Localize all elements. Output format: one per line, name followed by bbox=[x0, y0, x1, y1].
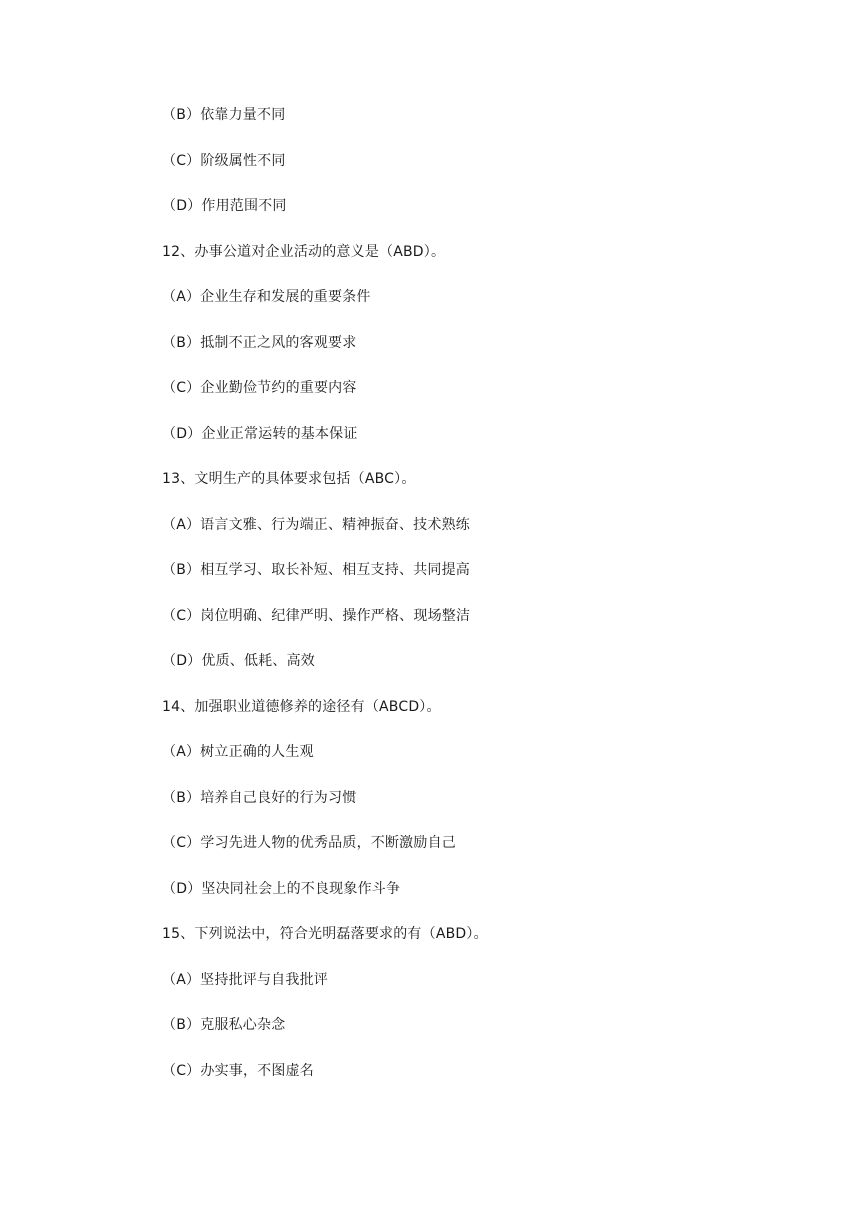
question-12: 12、办事公道对企业活动的意义是（ABD）。 bbox=[162, 244, 446, 260]
option-c-q13: （C）岗位明确、纪律严明、操作严格、现场整洁 bbox=[162, 608, 471, 624]
option-a-q15: （A）坚持批评与自我批评 bbox=[162, 972, 328, 988]
option-a-q13: （A）语言文雅、行为端正、精神振奋、技术熟练 bbox=[162, 517, 470, 533]
option-a-q12: （A）企业生存和发展的重要条件 bbox=[162, 289, 371, 305]
option-b-q11: （B）依靠力量不同 bbox=[162, 107, 286, 123]
option-b-q12: （B）抵制不正之风的客观要求 bbox=[162, 335, 357, 351]
question-14: 14、加强职业道德修养的途径有（ABCD）。 bbox=[162, 699, 441, 715]
option-d-q13: （D）优质、低耗、高效 bbox=[162, 653, 315, 669]
option-c-q12: （C）企业勤俭节约的重要内容 bbox=[162, 380, 357, 396]
question-15: 15、下列说法中，符合光明磊落要求的有（ABD）。 bbox=[162, 926, 488, 942]
option-c-q14: （C）学习先进人物的优秀品质，不断激励自己 bbox=[162, 835, 456, 851]
option-d-q14: （D）坚决同社会上的不良现象作斗争 bbox=[162, 881, 401, 897]
question-13: 13、文明生产的具体要求包括（ABC）。 bbox=[162, 471, 416, 487]
option-b-q13: （B）相互学习、取长补短、相互支持、共同提高 bbox=[162, 562, 471, 578]
option-d-q11: （D）作用范围不同 bbox=[162, 198, 287, 214]
option-c-q11: （C）阶级属性不同 bbox=[162, 153, 286, 169]
option-d-q12: （D）企业正常运转的基本保证 bbox=[162, 426, 358, 442]
option-b-q14: （B）培养自己良好的行为习惯 bbox=[162, 790, 357, 806]
option-c-q15: （C）办实事，不图虚名 bbox=[162, 1063, 314, 1079]
option-b-q15: （B）克服私心杂念 bbox=[162, 1017, 286, 1033]
option-a-q14: （A）树立正确的人生观 bbox=[162, 744, 314, 760]
